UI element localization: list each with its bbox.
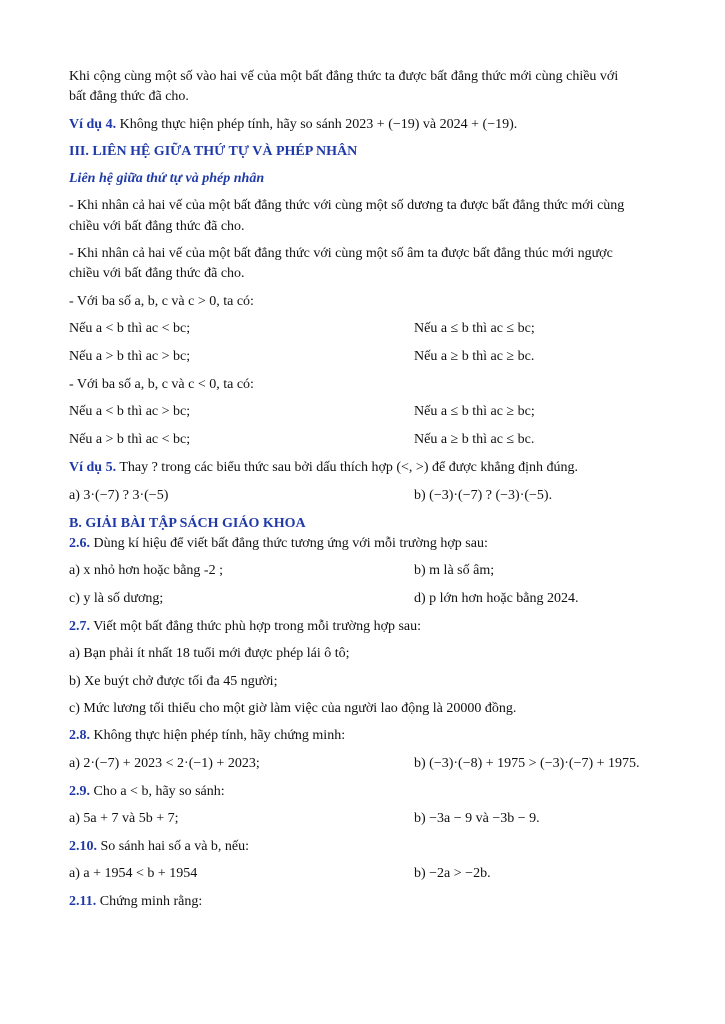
positive-row-1-right: Nếu a ≤ b thì ac ≤ bc; [414,320,535,336]
exercise-2-8-item-a: a) 2·(−7) + 2023 < 2·(−1) + 2023; [69,755,260,771]
example-5-label: Ví dụ 5. [69,460,117,476]
exercise-2-10-item-b: b) −2a > −2b. [414,866,491,882]
exercise-2-9 [69,782,659,802]
intro-line-2: bất đẳng thức đã cho. [69,89,189,105]
positive-row-2-right: Nếu a ≥ b thì ac ≥ bc. [414,348,535,364]
positive-row-1-left: Nếu a < b thì ac < bc; [69,320,191,336]
negative-row-1 [69,402,659,422]
negative-row-1-left: Nếu a < b thì ac > bc; [69,404,191,420]
example-5-item-a: a) 3·(−7) ? 3·(−5) [69,487,169,503]
exercise-2-6-item-b: b) m là số âm; [414,563,495,579]
exercise-2-8 [69,726,659,746]
exercise-2-10-items [69,864,659,884]
negative-row-2-left: Nếu a > b thì ac < bc; [69,432,191,448]
example-5-items [69,486,659,506]
exercise-2-8-items [69,754,659,774]
exercise-2-6-item-a: a) x nhỏ hơn hoặc bằng -2 ; [69,563,223,579]
exercise-2-10-text: So sánh hai số a và b, nếu: [100,838,250,854]
example-4 [69,115,659,135]
negative-row-2-right: Nếu a ≥ b thì ac ≤ bc. [414,432,535,448]
exercise-2-7-item-a: a) Bạn phải ít nhất 18 tuổi mới được phép lái ô tô; [69,646,350,662]
section-b-title: B. GIẢI BÀI TẬP SÁCH GIÁO KHOA [69,515,306,531]
exercise-2-10-number: 2.10. [69,838,97,854]
negative-row-1-right: Nếu a ≤ b thì ac ≥ bc; [414,404,535,420]
example-4-text: Không thực hiện phép tính, hãy so sánh 2023 + (−19) và 2024 + (−19). [119,116,518,132]
section-3-subtitle: Liên hệ giữa thứ tự và phép nhân [69,171,265,187]
exercise-2-6-item-c: c) y là số dương; [69,591,164,607]
example-5-item-b: b) (−3)·(−7) ? (−3)·(−5). [414,487,553,503]
exercise-2-6-item-d: d) p lớn hơn hoặc bằng 2024. [414,591,579,607]
section-3-title: III. LIÊN HỆ GIỮA THỨ TỰ VÀ PHÉP NHÂN [69,143,358,159]
example-4-label: Ví dụ 4. [69,116,117,132]
exercise-2-7-item-b: b) Xe buýt chở được tối đa 45 người; [69,673,278,689]
intro-line-1: Khi cộng cùng một số vào hai vế của một bất đẳng thức ta được bất đẳng thức mới cùng chiều với [69,69,619,84]
positive-row-1 [69,319,659,339]
exercise-2-8-number: 2.8. [69,728,90,744]
example-5-text: Thay ? trong các biểu thức sau bởi dấu thích hợp (<, >) để được khẳng định đúng. [119,460,578,476]
rule-2-line-1: - Khi nhân cả hai vế của một bất đẳng thức với cùng một số âm ta được bất đẳng thúc mới ngược [69,246,613,262]
exercise-2-11-number: 2.11. [69,894,97,910]
exercise-2-9-number: 2.9. [69,783,90,799]
exercise-2-6-row-1 [69,561,659,581]
exercise-2-6-number: 2.6. [69,535,90,551]
exercise-2-7 [69,617,659,637]
rule-1-line-1: - Khi nhân cả hai vế của một bất đẳng thức với cùng một số dương ta được bất đẳng thức mới cùng [69,198,625,214]
exercise-2-10 [69,837,659,857]
exercise-2-7-text: Viết một bất đẳng thức phù hợp trong mỗi trường hợp sau: [93,619,422,635]
exercise-2-6-row-2 [69,589,659,609]
exercise-2-11-text: Chứng minh rằng: [99,894,203,910]
positive-case-intro: - Với ba số a, b, c và c > 0, ta có: [69,293,254,309]
exercise-2-8-item-b: b) (−3)·(−8) + 1975 > (−3)·(−7) + 1975. [414,755,640,771]
document-page [69,67,659,920]
exercise-2-7-number: 2.7. [69,619,90,635]
rule-1-line-2: chiều với bất đẳng thức đã cho. [69,218,245,234]
negative-case-intro: - Với ba số a, b, c và c < 0, ta có: [69,376,254,392]
example-5 [69,458,659,478]
exercise-2-7-item-c: c) Mức lương tối thiểu cho một giờ làm việc của người lao động là 20000 đồng. [69,701,517,717]
exercise-2-11 [69,892,659,912]
negative-row-2 [69,430,659,450]
exercise-2-8-text: Không thực hiện phép tính, hãy chứng minh: [93,728,346,744]
rule-2-line-2: chiều với bất đẳng thức đã cho. [69,266,245,282]
exercise-2-6-text: Dùng kí hiệu để viết bất đẳng thức tương ứng với mỗi trường hợp sau: [93,535,488,551]
positive-row-2-left: Nếu a > b thì ac > bc; [69,348,191,364]
exercise-2-9-items [69,809,659,829]
exercise-2-10-item-a: a) a + 1954 < b + 1954 [69,866,198,882]
exercise-2-9-text: Cho a < b, hãy so sánh: [93,783,225,799]
exercise-2-6 [69,534,659,554]
exercise-2-9-item-b: b) −3a − 9 và −3b − 9. [414,810,540,826]
exercise-2-9-item-a: a) 5a + 7 và 5b + 7; [69,810,179,826]
positive-row-2 [69,347,659,367]
